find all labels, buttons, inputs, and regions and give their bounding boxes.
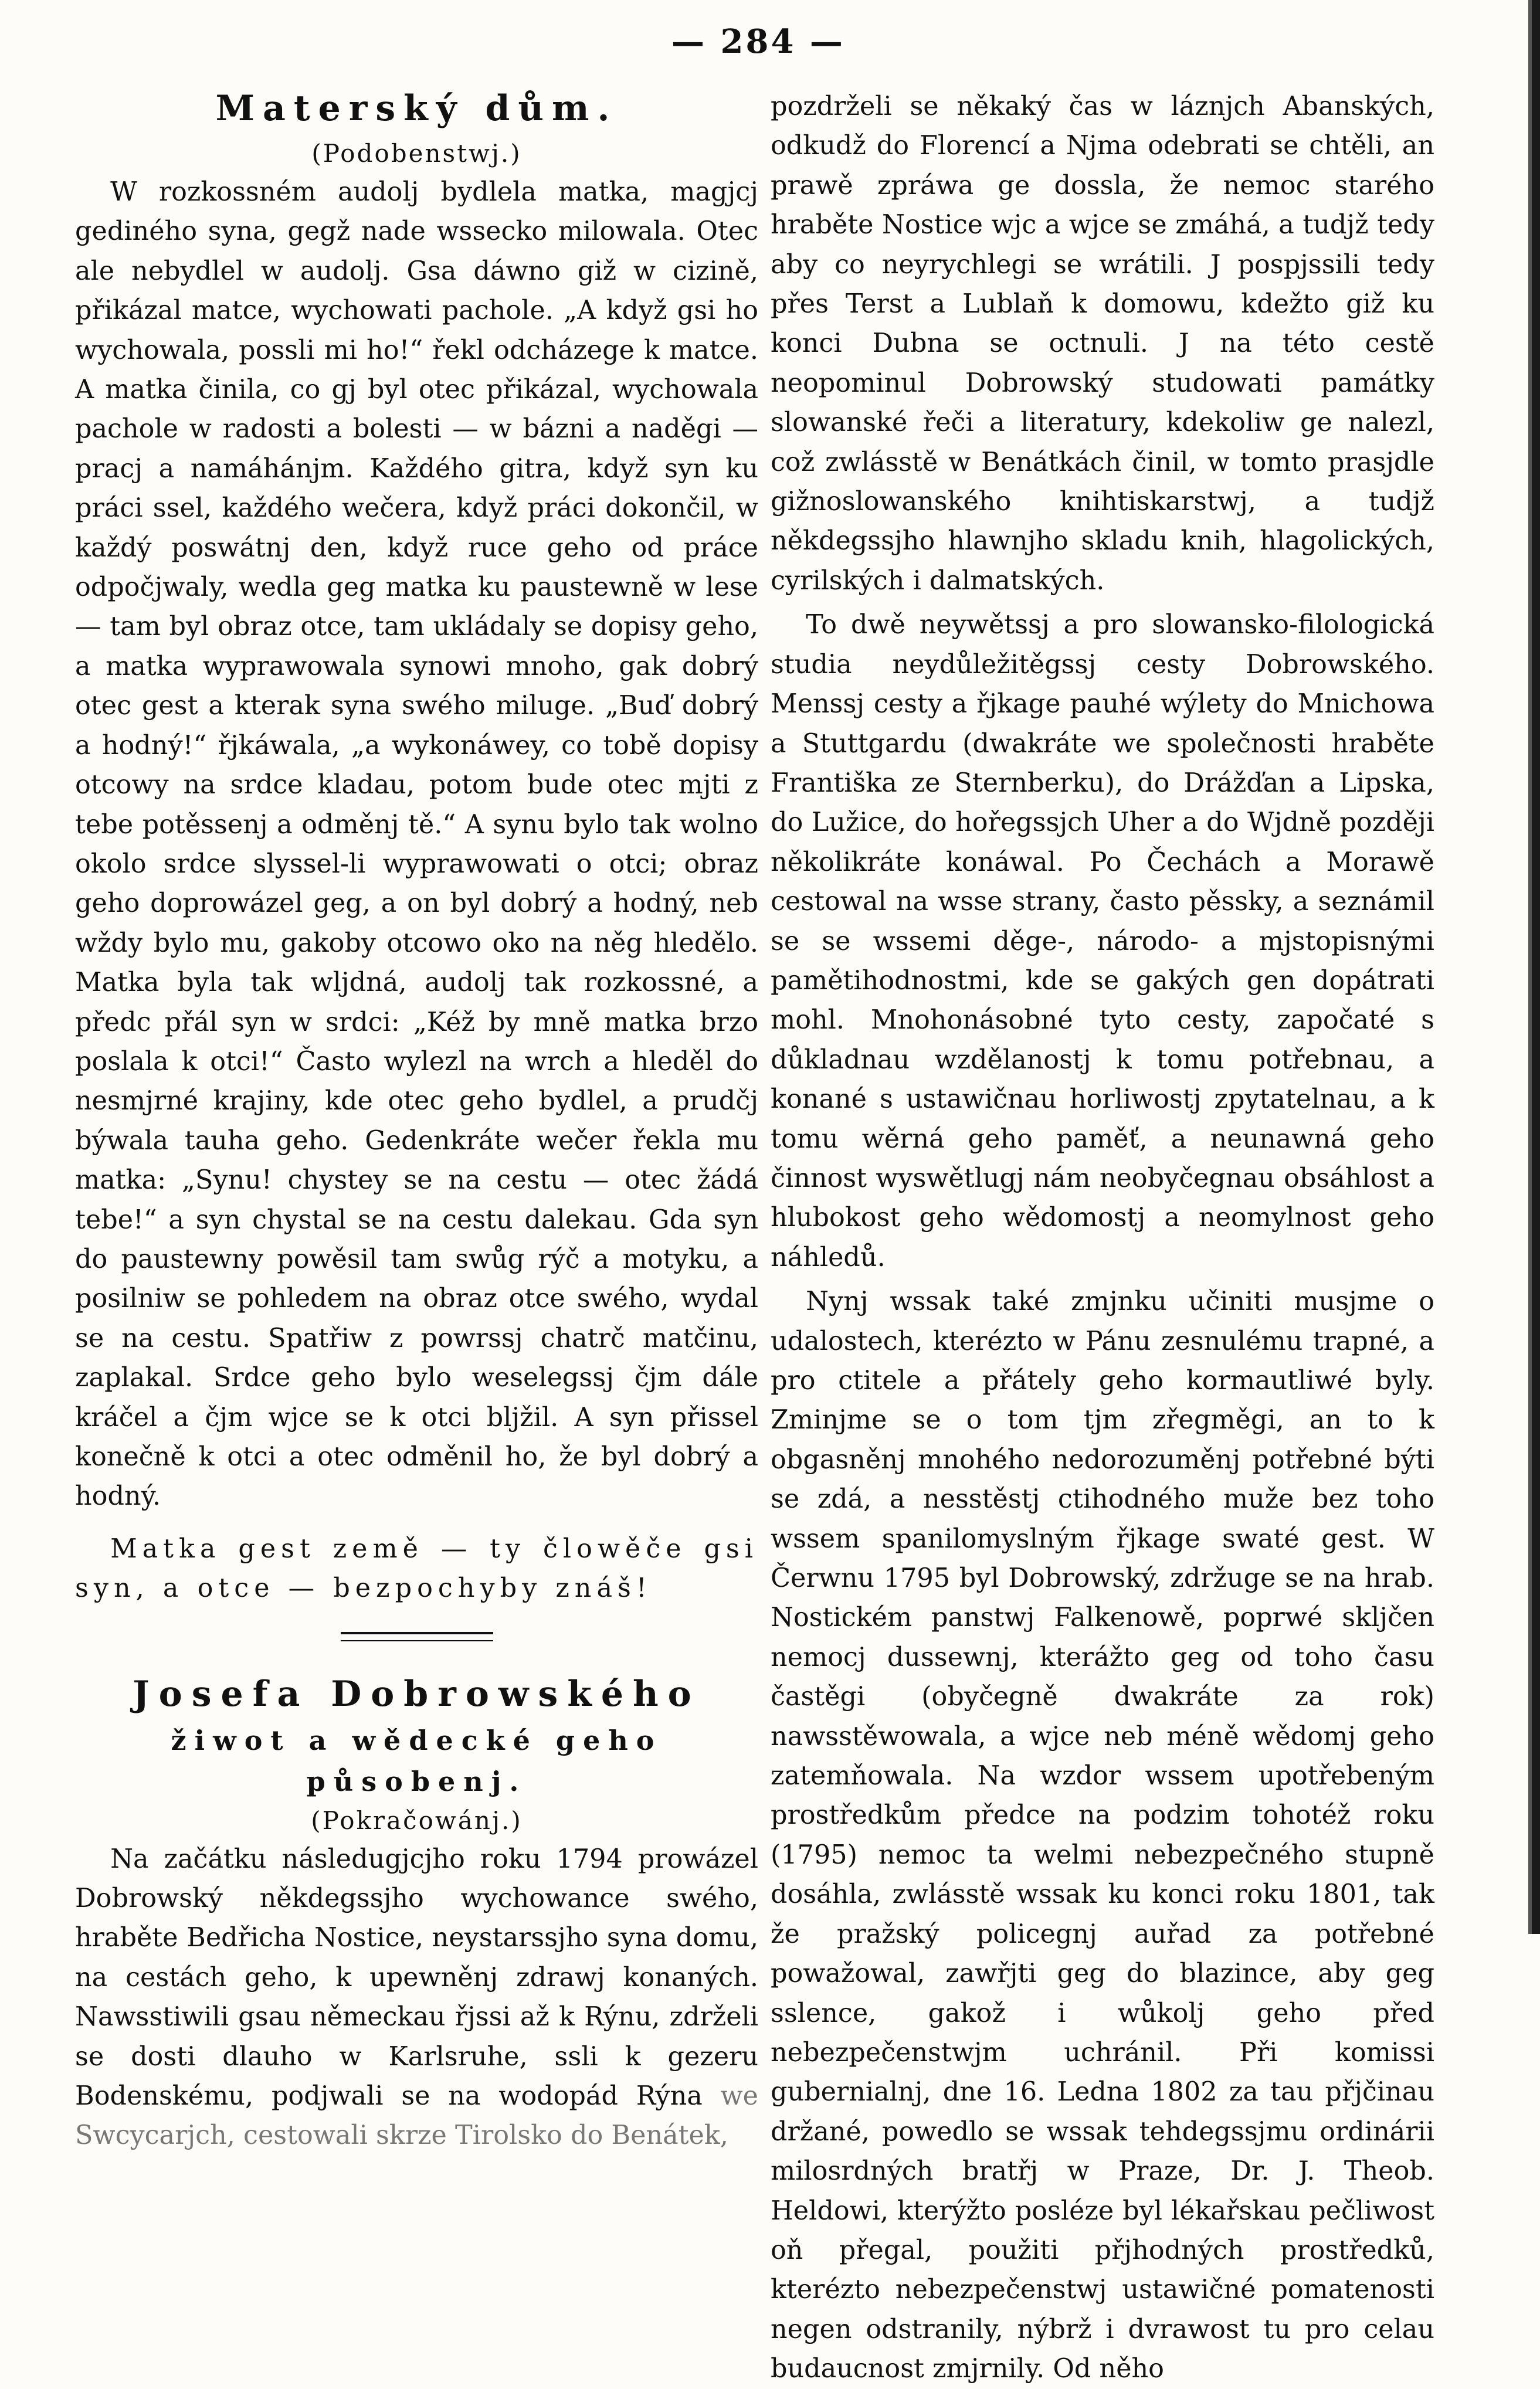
story-moral: Matka gest země — ty člowěče gsi syn, a otce — bezpochyby znáš! <box>75 1533 758 1604</box>
story-title: Materský dům. <box>215 88 618 129</box>
page-edge <box>1532 0 1540 1934</box>
article-title: Josefa Dobrowského <box>133 1673 701 1715</box>
page-number: — 284 — <box>671 22 845 61</box>
story-paragraph: W rozkossném audolj bydlela matka, magjcj gediného syna, gegž nade wssecko milowala. Otec ale nebydlel w audolj. Gsa dáwno giž w cizině, přikázal matce, wychowati pachole. „A když gsi ho wychowala, possli mi ho!“ řekl odcházege k matce. A matka činila, co gj byl otec přikázal, wychowala pachole w radosti a bolesti — w bázni a naděgi — pracj a namáhánjm. Každého gitra, když syn ku práci ssel, každého wečera, když práci dokončil, w každý poswátnj den, když ruce geho od práce odpočjwaly, wedla geg matka ku paustewně w lese — tam byl obraz otce, tam ukládaly se dopisy geho, a matka wyprawowala synowi mnoho, gak dobrý otec gest a kterak syna swého miluge. „Buď dobrý a hodný!“ řjkáwala, „a wykonáwey, co tobě dopisy otcowy na srdce kladau, potom bude otec mjti z tebe potěssenj a odměnj tě.“ A synu bylo tak wolno okolo srdce slyssel-li wyprawowati o otci; obraz geho doprowázel geg, a on byl dobrý a hodný, neb wždy bylo mu, gakoby otcowo oko na něg hledělo. Matka byla tak wljdná, audolj tak rozkossné, a předc přál syn w srdci: „Kéž by mně matka brzo poslala k otci!“ Často wylezl na wrch a hleděl do nesmjrné krajiny, kde otec geho bydlel, a prudčj býwala tauha geho. Gedenkráte wečer řekla mu matka: „Synu! chystey se na cestu — otec žádá tebe!“ a syn chystal se na cestu dalekau. Gda syn do paustewny powěsil tam swůg rýč a motyku, a posilniw se pohledem na obraz otce swého, wydal se na cestu. Spatřiw z powrssj chatrč matčinu, zaplakal. Srdce geho bylo weselegssj čjm dále kráčel a čjm wjce se k otci blјžil. A syn přissel konečně k otci a otec odměnil ho, že byl dobrý a hodný. <box>75 177 758 1512</box>
article-paragraph: pozdrželi se někaký čas w láznjch Abanských, odkudž do Florencí a Njma odebrati se chtěli, an prawě zpráwa ge dossla, že nemoc starého hraběte Nostice wjc a wjce se zmáhá, a tudjž tedy aby co neyrychlegi se wrátili. J pospjssili tedy přes Terst a Lublaň k domowu, kdežto giž ku konci Dubna se octnuli. J na této cestě neopominul Dobrowský studowati památky slowanské řeči a literatury, kdekoliw ge nalezl, což zwlásstě w Benátkách činil, w tomto prasjdle gižnoslowanského knihtiskarstwj, a tudjž někdegssjho hlawnjho skladu knih, hlagolických, cyrilských i dalmatských. <box>771 91 1434 596</box>
story-genre: (Podobenstwj.) <box>311 139 522 168</box>
article-paragraph-left <box>75 1840 758 2156</box>
article-paragraph: Nynj wssak také zmjnku učiniti musjme o udalostech, kterézto w Pánu zesnulému trapné, a pro ctitele a přátely geho kormautliwé byly. Zminjme se o tom tjm zřegměgi, an to k obgasněnj mnohého nedorozuměnj potřebné býti se zdá, a nesstěstj ctihodného muže bez toho wssem spanilomyslným řjkage swaté gest. W Čerwnu 1795 byl Dobrowský, zdržuge se na hrab. Nostickém panstwj Falkenowě, poprwé skljčen nemocj dussewnj, kterážto geg od toho času častěgi (obyčegně dwakráte za rok) nawsstěwowala, a wjce neb méně wědomj geho zatemňowala. Na wzdor wssem upotřebeným prostředkům předce na podzim tohotéž roku (1795) nemoc ta welmi nebezpečného stupně dosáhla, zwlásstě wssak ku konci roku 1801, tak že pražský policegnj auřad za potřebné powažowal, zawřjti geg do blazince, aby geg sslence, gakož i wůkolj geho před nebezpečenstwjm uchránil. Při komissi gubernialnj, dne 16. Ledna 1802 za tau přjčinau držané, powedlo se wssak tehdegssjmu ordinárii milosrdných bratřj w Praze, Dr. J. Theob. Heldowi, kterýžto posléze byl lékařskau pečliwost oň přegal, použiti přjhodných prostředků, kterézto nebezpečenstwj ustawičné pomatenosti negen odstranily, nýbrž i dvrawost tu pro celau budaucnost zmjrnily. Od něho <box>771 1287 1434 2384</box>
article-subtitle: žiwot a wědecké geho působenj. <box>171 1724 663 1797</box>
section-divider <box>75 1632 758 1641</box>
article-paragraph-left-main: Na začátku následugjcjho roku 1794 prowázel Dobrowský někdegssjho wychowance swého, hraběte Bedřicha Nostice, neystarssjho syna domu, na cestách geho, k upewněnj zdrawj konaných. Nawsstiwili gsau německau řjssi až k Rýnu, zdrželi se dosti dlauho w Karlsruhe, ssli k gezeru Bodenskému, podjwali se na wodopád Rýna <box>75 1844 758 2112</box>
right-column <box>771 87 1434 2389</box>
article-paragraph: To dwě neywětssj a pro slowansko-filologická studia neydůležitěgssj cesty Dobrowského. Menssj cesty a řjkage pauhé wýlety do Mnichowa a Stuttgardu (dwakráte we společnosti hraběte Františka ze Sternberku), do Drážďan a Lipska, do Lužice, do hořegssjch Uher a do Wjdně později několikráte konáwal. Po Čechách a Morawě cestowal na wsse strany, často pěssky, a seznámil se se wssemi děge-, národo- a mjstopisnými pamětihodnostmi, kde se gakých gen dopátrati mohl. Mnohonásobné tyto cesty, započaté s důkladnau wzdělanostj k tomu potřebnau, a konané s ustawičnau horliwostj zpytatelnau, a k tomu wěrná geho paměť, a neunawná geho činnost wyswětlugj nám neobyčegnau obsáhlost a hlubokost geho wědomostj a neomylnost geho náhledů. <box>771 610 1434 1272</box>
article-paragraph-left-tail: we Swcycarjch, cestowali skrze Tirolsko do Benátek, <box>75 2081 758 2151</box>
left-column <box>75 82 758 2156</box>
article-note: (Pokračowánj.) <box>311 1806 523 1835</box>
